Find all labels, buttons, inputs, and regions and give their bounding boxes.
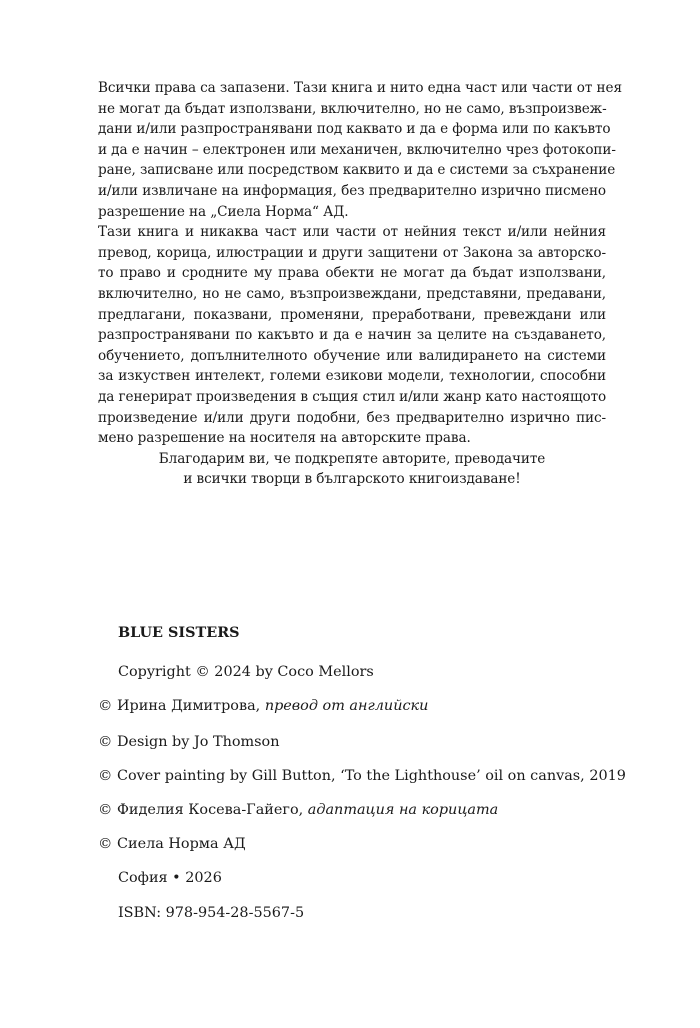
- rights-line: разпространявани по какъвто и да е начин за целите на създаването,: [98, 327, 606, 344]
- thanks-note: [98, 449, 606, 490]
- rights-notice: [98, 78, 622, 490]
- adaptation-name: © Фиделия Косева-Гайего,: [98, 802, 308, 818]
- adaptation-role: адаптация на корицата: [307, 802, 499, 818]
- rights-line: произведение и/или други подобни, без предварително изрично пис-: [98, 409, 606, 426]
- translator-name: © Ирина Димитрова,: [98, 698, 265, 714]
- copyright-line: Copyright © 2024 by Coco Mellors: [118, 664, 374, 680]
- cover-credit: © Cover painting by Gill Button, ‘To the Lighthouse’ oil on canvas, 2019: [98, 768, 626, 784]
- rights-line: то право и сродните му права обекти не могат да бъдат използвани,: [98, 265, 606, 282]
- adaptation-line: [98, 802, 498, 818]
- isbn: ISBN: 978-954-28-5567-5: [118, 905, 305, 921]
- rights-line: Тази книга и никаква част или части от нейния текст и/или нейния: [98, 224, 606, 241]
- rights-line: превод, корица, илюстрации и други защитени от Закона за авторско-: [98, 244, 606, 261]
- publisher-line: © Сиела Норма АД: [98, 836, 246, 852]
- rights-line: мено разрешение на носителя на авторските права.: [98, 430, 471, 447]
- thanks-line: и всички творци в българското книгоиздаване!: [183, 471, 521, 488]
- rights-line: да генерират произведения в същия стил и/или жанр като настоящото: [98, 388, 607, 405]
- rights-paragraph-1: [98, 78, 622, 222]
- rights-line: ране, записване или посредством каквито и да е системи за съхранение: [98, 162, 616, 179]
- rights-line: не могат да бъдат използвани, включително, но не само, възпроизвеж-: [98, 100, 607, 117]
- thanks-line: Благодарим ви, че подкрепяте авторите, преводачите: [158, 450, 546, 467]
- book-title: BLUE SISTERS: [118, 624, 240, 641]
- rights-line: включително, но не само, възпроизвеждани, представяни, предавани,: [98, 285, 606, 302]
- rights-line: и да е начин – електронен или механичен, включително чрез фотокопи-: [98, 141, 616, 158]
- rights-line: и/или извличане на информация, без предварително изрично писмено: [98, 182, 606, 199]
- translator-line: [98, 698, 428, 714]
- rights-line: дани и/или разпространявани под каквато и да е форма или по какъвто: [98, 121, 611, 138]
- rights-line: Всички права са запазени. Тази книга и нито една част или части от нея: [98, 80, 622, 96]
- rights-line: разрешение на „Сиела Норма“ АД.: [98, 203, 349, 220]
- rights-line: обучението, допълнителното обучение или валидирането на системи: [98, 347, 606, 364]
- place-year: София • 2026: [118, 870, 222, 886]
- rights-paragraph-2: [98, 222, 606, 449]
- rights-line: за изкуствен интелект, големи езикови модели, технологии, способни: [98, 368, 606, 385]
- design-credit: © Design by Jo Thomson: [98, 734, 280, 750]
- rights-line: предлагани, показвани, променяни, преработвани, превеждани или: [98, 306, 606, 323]
- translator-role: превод от английски: [264, 698, 429, 714]
